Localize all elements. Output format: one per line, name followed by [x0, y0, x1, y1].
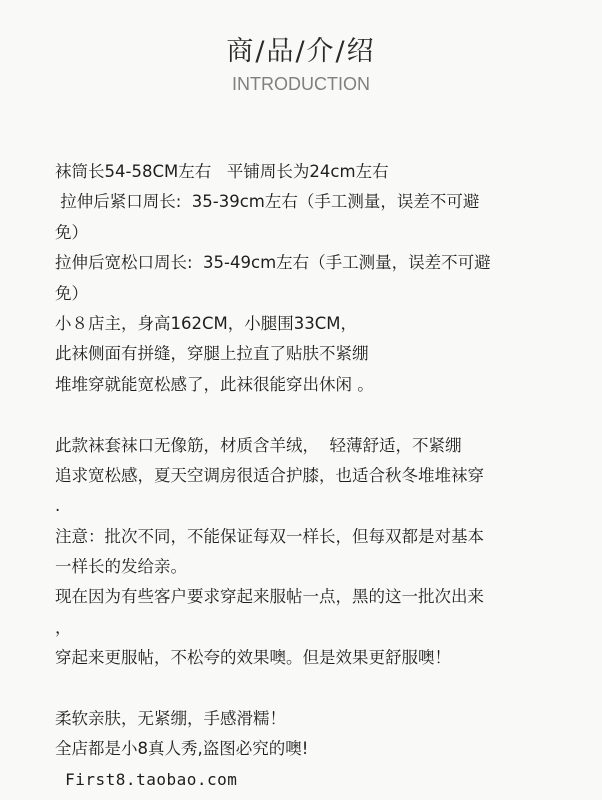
text-line: . [55, 496, 61, 516]
text-line: 柔软亲肤，无紧绷，手感滑糯！ [55, 709, 286, 729]
text-line: 拉伸后紧口周长: 35-39cm左右（手工测量，误差不可避 [55, 192, 480, 212]
paragraph-specs [55, 157, 585, 400]
paragraph-spacer [55, 674, 585, 704]
text-line: ， [55, 617, 72, 637]
page-subtitle: INTRODUCTION [232, 74, 370, 94]
text-line: 此款袜套袜口无像筋，材质含羊绒， 轻薄舒适，不紧绷 [55, 435, 462, 455]
store-url: First8.taobao.com [55, 769, 238, 789]
paragraph-spacer [55, 400, 585, 430]
text-line: 现在因为有些客户要求穿起来服帖一点，黑的这一批次出来 [55, 587, 484, 607]
text-line: 免） [55, 283, 88, 303]
description-body [55, 157, 585, 795]
text-line: 此袜侧面有拼缝，穿腿上拉直了贴肤不紧绷 [55, 344, 369, 364]
page-title: 商/品/介/绍 [226, 36, 376, 67]
text-line: 堆堆穿就能宽松感了，此袜很能穿出休闲 。 [55, 374, 374, 394]
text-line: 穿起来更服帖，不松夸的效果噢。但是效果更舒服噢！ [55, 648, 451, 668]
paragraph-closing [55, 704, 585, 765]
text-line: 全店都是小8真人秀,盗图必究的噢! [55, 739, 309, 759]
text-line: 小８店主，身高162CM，小腿围33CM， [55, 313, 358, 333]
text-line: 注意：批次不同，不能保证每双一样长，但每双都是对基本 [55, 526, 484, 546]
text-line: 追求宽松感，夏天空调房很适合护膝，也适合秋冬堆堆袜穿 [55, 465, 484, 485]
paragraph-material [55, 431, 585, 674]
text-line: 免） [55, 222, 88, 242]
text-line: 一样长的发给亲。 [55, 557, 187, 577]
text-line: 袜筒长54-58CM左右 平铺周长为24cm左右 [55, 162, 389, 181]
text-line: 拉伸后宽松口周长: 35-49cm左右（手工测量，误差不可避 [55, 253, 491, 273]
